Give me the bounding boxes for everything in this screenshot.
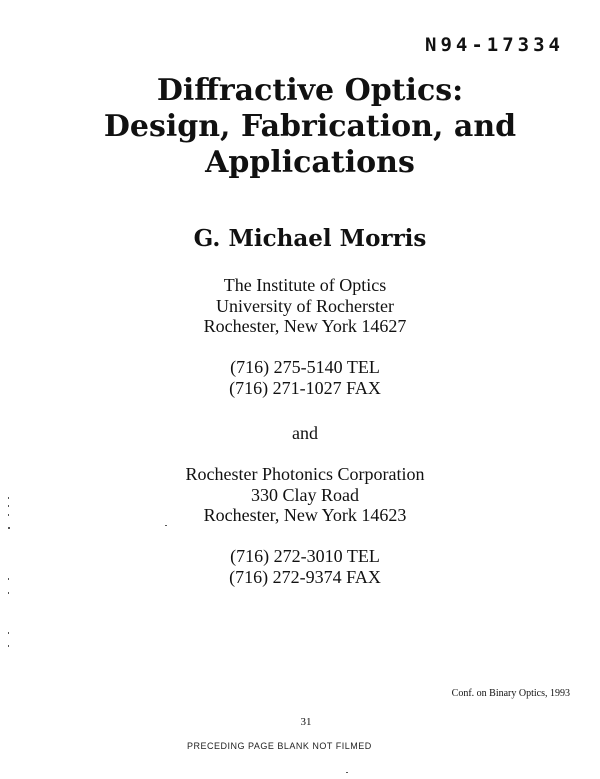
- page-number: 31: [300, 716, 312, 728]
- scan-speck: [8, 505, 9, 507]
- corporation-name: Rochester Photonics Corporation: [185, 464, 425, 484]
- title-line-3: Applications: [205, 145, 415, 180]
- institute-fax: (716) 271-1027 FAX: [229, 377, 381, 398]
- institute-contact: [0, 357, 600, 398]
- corporation-street: 330 Clay Road: [251, 484, 359, 505]
- blank-page-notice: PRECEDING PAGE BLANK NOT FILMED: [187, 741, 372, 751]
- scan-speck: [346, 772, 348, 773]
- corporation-city: Rochester, New York 14623: [203, 505, 407, 525]
- title-line-1: Diffractive Optics:: [156, 73, 464, 108]
- conference-note: Conf. on Binary Optics, 1993: [451, 688, 570, 699]
- scan-speck: [8, 578, 9, 580]
- institute-city: Rochester, New York 14627: [203, 316, 407, 336]
- institute-address: [0, 275, 600, 337]
- scan-speck: [8, 527, 10, 529]
- institute-name: The Institute of Optics: [223, 275, 387, 295]
- scan-speck: [8, 645, 9, 647]
- scan-speck: [8, 514, 9, 516]
- scan-speck: [8, 497, 9, 499]
- corporation-fax: (716) 272-9374 FAX: [229, 566, 381, 587]
- scan-speck: [165, 525, 167, 526]
- scan-speck: [8, 592, 9, 594]
- title-line-2: Design, Fabrication, and: [103, 109, 517, 144]
- corporation-tel: (716) 272-3010 TEL: [230, 546, 380, 566]
- scan-speck: [8, 632, 9, 634]
- report-number: N94-17334: [425, 34, 564, 56]
- corporation-address: [0, 464, 600, 526]
- institute-university: University of Rocherster: [216, 295, 394, 316]
- author-name: G. Michael Morris: [193, 225, 427, 252]
- conjunction-and: and: [292, 423, 318, 443]
- institute-tel: (716) 275-5140 TEL: [230, 357, 380, 377]
- corporation-contact: [0, 546, 600, 587]
